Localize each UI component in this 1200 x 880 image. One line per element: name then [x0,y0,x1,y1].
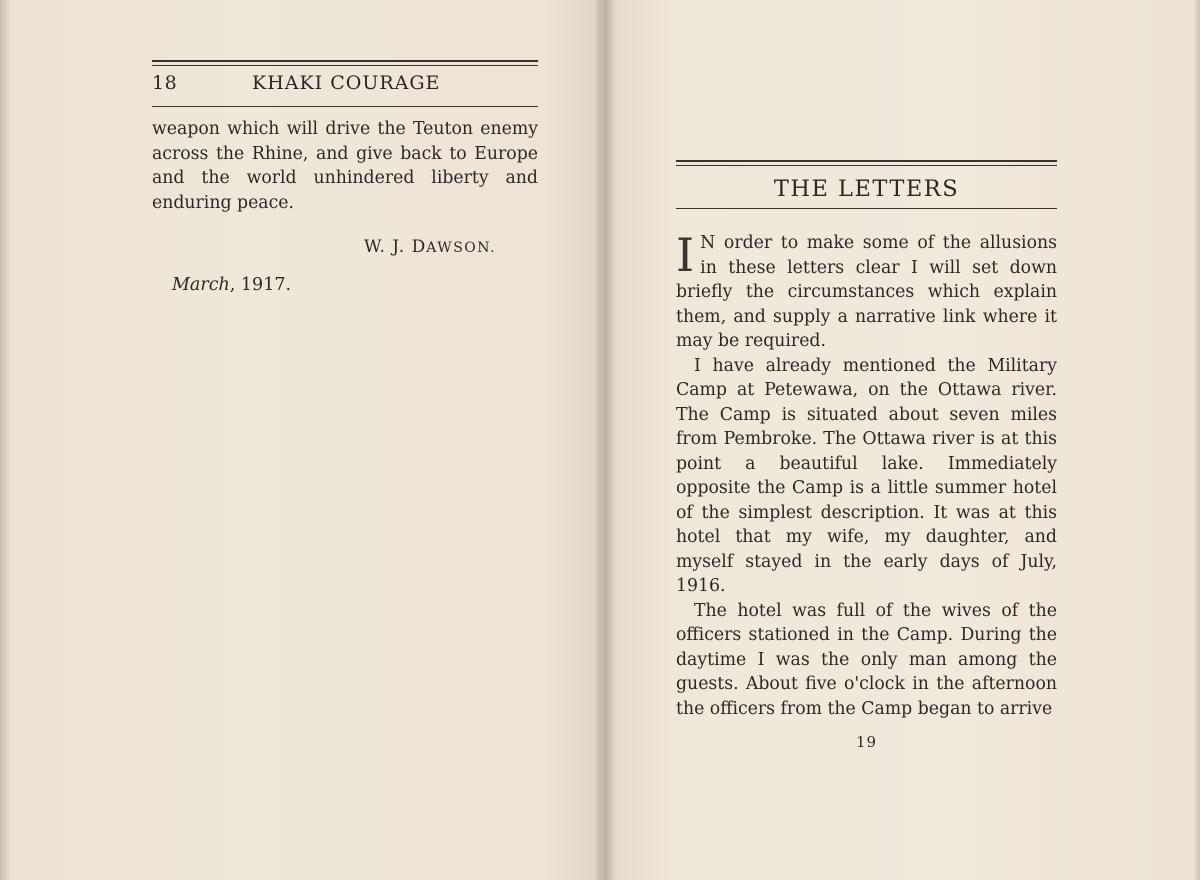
paragraph-2: I have already mentioned the Military Camp at Petewawa, on the Ottawa river. The Camp is situated about seven miles from Pembroke. The Ottawa river is at this point a beautiful lake. Immediately opposite the Camp is a little summer hotel of the simplest description. It was at this hotel that my wife, my daughter, and myself stayed in the early days of July, 1916. [676,355,1057,596]
header-rule [152,106,538,107]
chapter-title: THE LETTERS [773,176,960,202]
signature-initials: W. J. [364,237,406,257]
body-paragraph: weapon which will drive the Teuton enemy across the Rhine, and give back to Europe and the world unhindered liberty and enduring peace. [152,119,538,213]
folio-page-number: 19 [855,733,878,751]
page-edge-right [1194,0,1200,880]
left-page [152,60,538,295]
chapter-double-rule [676,160,1057,166]
chapter-body [676,228,1057,721]
book-gutter [594,0,616,880]
drop-cap: I [676,228,695,282]
dateline [152,275,538,295]
date-year: , 1917. [229,275,292,295]
chapter-rule [676,208,1057,209]
author-signature [152,237,538,257]
header-double-rule [152,60,538,66]
paragraph-1 [676,228,1057,354]
paragraph-3: The hotel was full of the wives of the officers stationed in the Camp. During the daytime I was the only man among the guests. About five o'clock in the afternoon the officers from the Camp began to arrive [676,600,1057,719]
running-title: KHAKI COURAGE [252,72,441,94]
signature-surname-rest: AWSON. [426,240,497,256]
paragraph-1-text: N order to make some of the allusions in these letters clear I will set down briefly the circumstances which explain them, and supply a narrative link where it may be required. [676,233,1057,351]
page-edge-left [0,0,10,880]
signature-surname-first: D [411,237,427,257]
right-page [676,160,1057,751]
running-head [152,72,538,106]
page-number: 18 [152,72,178,94]
date-month: March [172,275,230,295]
